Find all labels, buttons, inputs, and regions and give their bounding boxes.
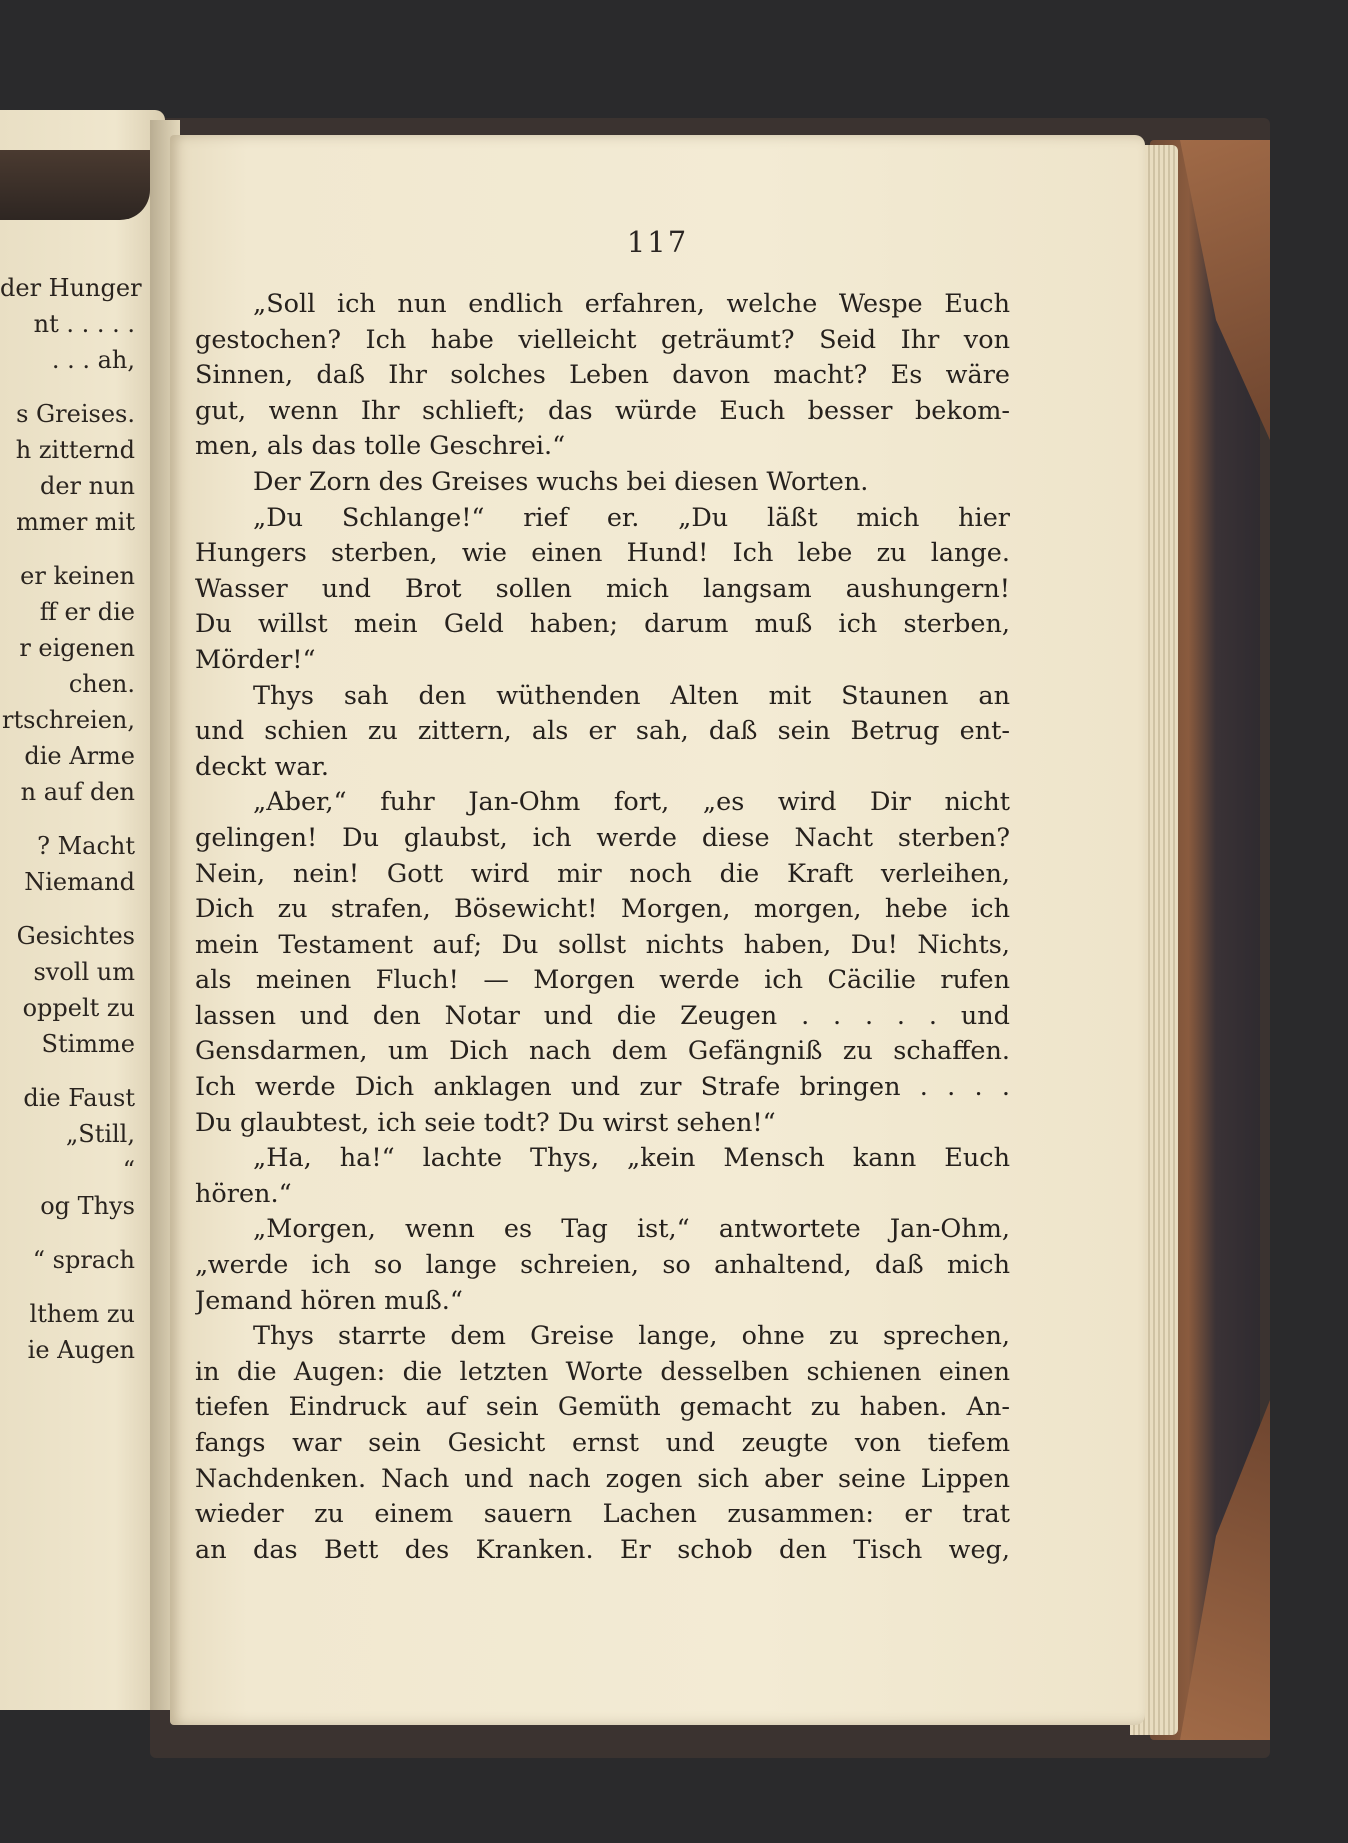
text-line: in die Augen: die letzten Worte desselben schienen einen [195, 1356, 1010, 1387]
left-text-line: Niemand [24, 868, 135, 896]
left-text-line: lthem zu [29, 1300, 135, 1328]
text-line: Mörder!“ [195, 644, 316, 675]
text-line: Du glaubtest, ich seie todt? Du wirst sehen!“ [195, 1107, 776, 1138]
text-line: Thys sah den wüthenden Alten mit Staunen an [253, 680, 1010, 711]
left-text-line: der nun [39, 472, 135, 500]
left-text-line: . . . ah, [51, 346, 135, 374]
left-text-line: der Hunger [0, 274, 142, 302]
left-text-line: svoll um [33, 958, 135, 986]
text-line: „Du Schlange!“ rief er. „Du läßt mich hier [253, 502, 1010, 533]
left-text-line: nt . . . . . [33, 310, 135, 338]
text-line: Jemand hören muß.“ [195, 1285, 463, 1316]
text-line: Gensdarmen, um Dich nach dem Gefängniß zu schaffen. [195, 1036, 1010, 1067]
left-page [0, 110, 165, 1710]
text-line: fangs war sein Gesicht ernst und zeugte von tiefem [195, 1428, 1010, 1458]
text-line: Du willst mein Geld haben; darum muß ich sterben, [195, 609, 1010, 640]
text-line: Hungers sterben, wie einen Hund! Ich lebe zu lange. [195, 538, 1010, 569]
left-text-line: “ sprach [32, 1246, 135, 1274]
text-line: wieder zu einem sauern Lachen zusammen: er trat [195, 1499, 1010, 1530]
text-line: „Aber,“ fuhr Jan-Ohm fort, „es wird Dir nicht [253, 787, 1010, 818]
page-number: 117 [626, 225, 689, 259]
text-line: Ich werde Dich anklagen und zur Strafe bringen . . . . [195, 1072, 1010, 1103]
left-text-line: Gesichtes [16, 922, 135, 950]
left-text-line: „Still, [65, 1120, 135, 1148]
right-page [170, 135, 1145, 1725]
text-line: gestochen? Ich habe vielleicht geträumt? Seid Ihr von [195, 324, 1010, 355]
bookmark-strap [0, 150, 150, 220]
text-line: mein Testament auf; Du sollst nichts haben, Du! Nichts, [195, 929, 1010, 960]
text-line: Der Zorn des Greises wuchs bei diesen Worten. [253, 466, 869, 497]
page-body-text [195, 287, 1010, 1568]
text-line: deckt war. [195, 751, 330, 782]
text-line: Nachdenken. Nach und nach zogen sich aber seine Lippen [195, 1463, 1010, 1494]
left-text-line: die Arme [24, 742, 135, 770]
text-line: lassen und den Notar und die Zeugen . . . . . und [195, 1000, 1010, 1031]
left-text-line: ff er die [39, 598, 135, 626]
text-line: tiefen Eindruck auf sein Gemüth gemacht zu haben. An- [195, 1392, 1010, 1423]
left-text-line: r eigenen [19, 634, 135, 662]
text-line: Wasser und Brot sollen mich langsam aushungern! [195, 573, 1010, 604]
left-text-line: s Greises. [16, 400, 135, 428]
left-text-line: n auf den [20, 778, 135, 806]
left-text-line: chen. [68, 670, 135, 698]
left-text-line: oppelt zu [22, 994, 135, 1022]
text-line: „werde ich so lange schreien, so anhaltend, daß mich [195, 1250, 1010, 1281]
left-text-line: ? Macht [37, 832, 135, 860]
left-text-line: rtschreien, [2, 706, 135, 734]
left-text-line: og Thys [40, 1192, 135, 1220]
text-line: als meinen Fluch! — Morgen werde ich Cäcilie rufen [195, 965, 1010, 996]
text-line: „Morgen, wenn es Tag ist,“ antwortete Jan-Ohm, [253, 1214, 1010, 1245]
left-page-text [0, 270, 142, 1368]
text-line: Sinnen, daß Ihr solches Leben davon macht? Es wäre [195, 360, 1010, 391]
text-line: „Soll ich nun endlich erfahren, welche Wespe Euch [253, 289, 1010, 319]
left-text-line: ie Augen [27, 1336, 135, 1364]
left-text-line: Stimme [41, 1030, 135, 1058]
text-line: an das Bett des Kranken. Er schob den Tisch weg, [195, 1534, 1010, 1565]
text-line: Thys starrte dem Greise lange, ohne zu sprechen, [253, 1321, 1010, 1352]
text-line: gut, wenn Ihr schlieft; das würde Euch besser bekom- [195, 395, 1010, 426]
text-line: Nein, nein! Gott wird mir noch die Kraft verleihen, [195, 858, 1010, 889]
text-line: „Ha, ha!“ lachte Thys, „kein Mensch kann Euch [253, 1143, 1010, 1174]
left-text-line: die Faust [23, 1084, 135, 1112]
text-line: men, als das tolle Geschrei.“ [195, 431, 566, 462]
text-line: Dich zu strafen, Bösewicht! Morgen, morgen, hebe ich [195, 894, 1010, 925]
left-text-line: “ [122, 1156, 135, 1184]
left-text-line: er keinen [20, 562, 135, 590]
text-line: und schien zu zittern, als er sah, daß sein Betrug ent- [195, 716, 1010, 747]
text-line: gelingen! Du glaubst, ich werde diese Nacht sterben? [195, 822, 1010, 853]
text-line: hören.“ [195, 1178, 292, 1209]
left-text-line: h zitternd [15, 436, 135, 464]
left-text-line: mmer mit [16, 508, 135, 536]
